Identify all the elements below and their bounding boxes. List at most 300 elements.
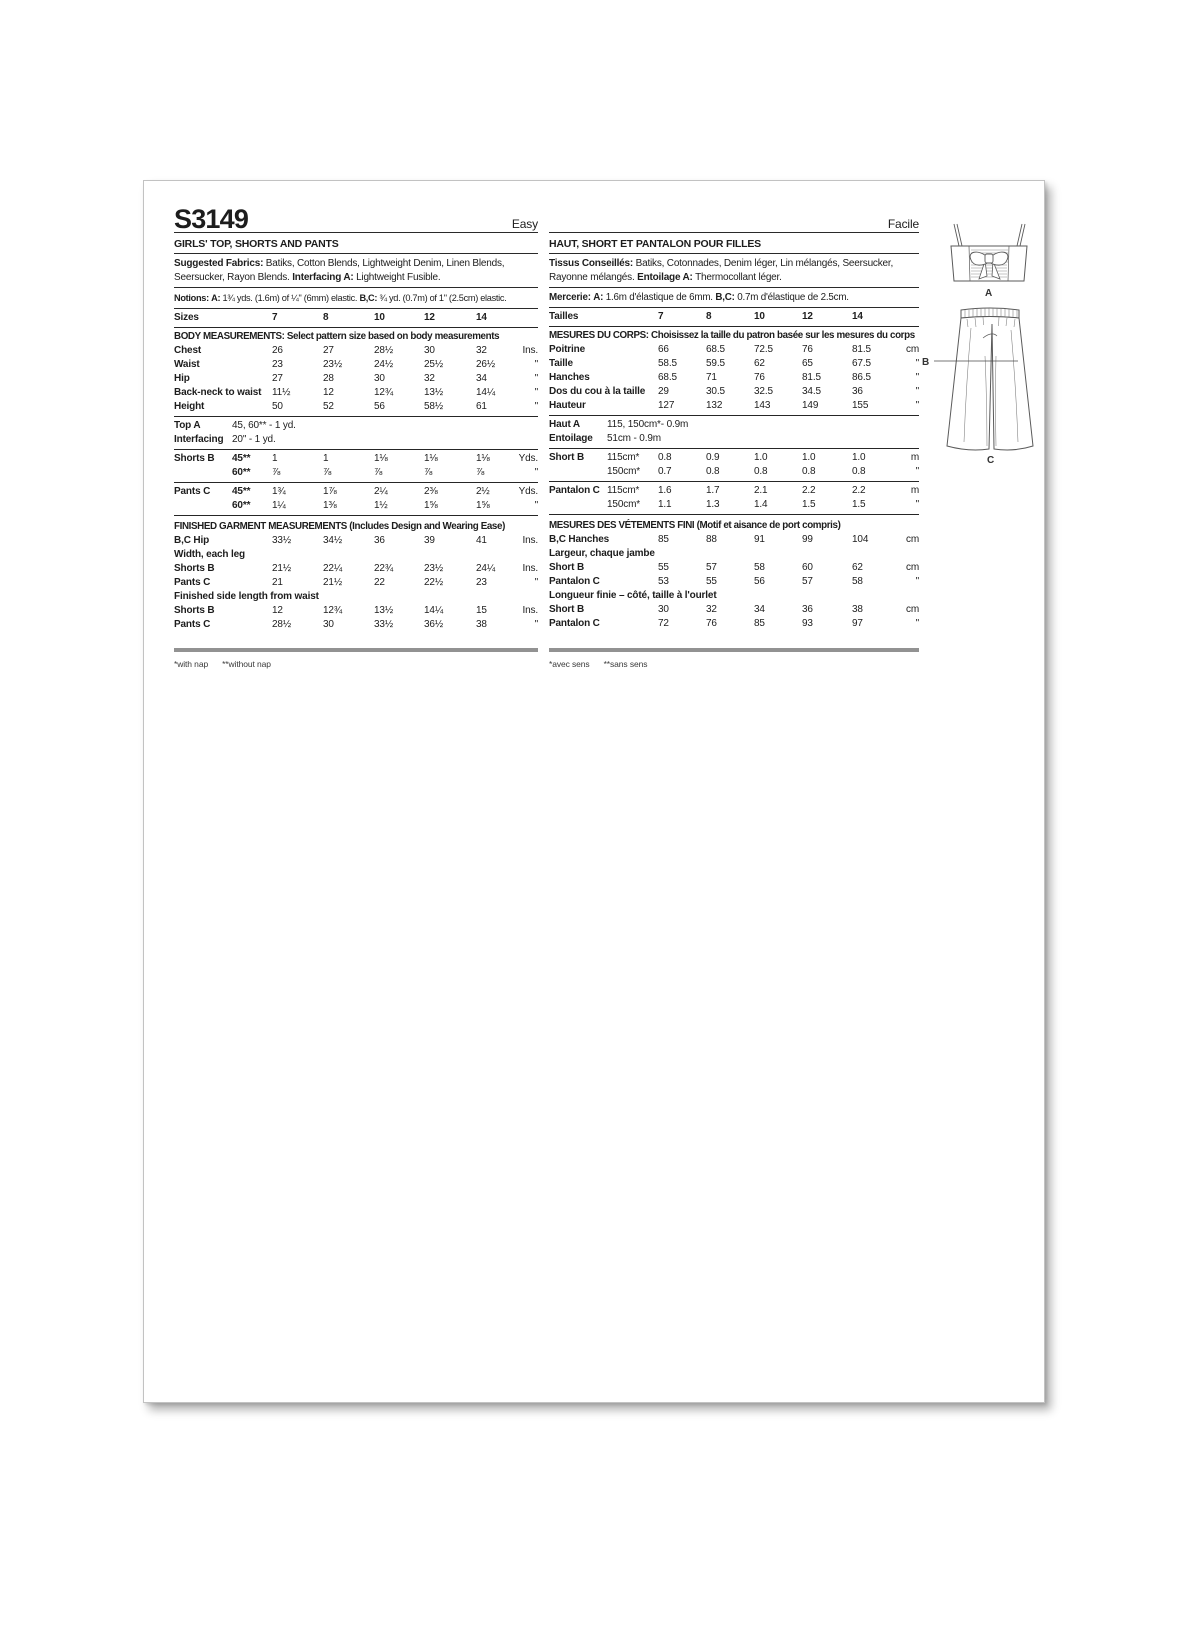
cell-value: 12: [272, 605, 283, 616]
cell-value: 55: [706, 576, 717, 587]
cell-value: 58: [754, 562, 765, 573]
notions-a-text: 1¾ yds. (1.6m) of ¼" (6mm) elastic.: [220, 293, 360, 303]
english-column: [174, 205, 538, 675]
cell-value: 86.5: [852, 372, 871, 383]
table-row: [174, 452, 538, 466]
table-row: [174, 311, 538, 325]
row-label: Poitrine: [549, 344, 586, 355]
cell-value: 0.8: [754, 466, 768, 477]
cell-value: 0.8: [852, 466, 866, 477]
sizes-header-row-fr: [549, 308, 919, 327]
top-bodice: [951, 246, 1027, 281]
cell-value: 72: [658, 618, 669, 629]
cell-value: 58½: [424, 401, 444, 412]
column-end-bar-fr: [549, 648, 919, 652]
cell-value: 8: [706, 311, 712, 322]
section-header-text: FINISHED GARMENT MEASUREMENTS (Includes Design and Wearing Ease): [174, 521, 505, 532]
cell-value: 1⅝: [476, 500, 490, 511]
pattern-number: S3149: [174, 204, 249, 234]
cell-value: 28½: [374, 345, 394, 356]
row-label: Hanches: [549, 372, 590, 383]
unit-label: ": [534, 373, 538, 384]
view-b-label: B: [922, 357, 930, 368]
garment-title-fr: HAUT, SHORT ET PANTALON POUR FILLES: [549, 233, 919, 254]
cell-value: 13½: [374, 605, 394, 616]
notions-label: Notions:: [174, 293, 209, 303]
cell-value: 2½: [476, 486, 490, 497]
cell-value: 0.9: [706, 452, 720, 463]
cell-value: 2⅜: [424, 486, 438, 497]
table-row: [549, 575, 919, 589]
table-row: [174, 485, 538, 499]
mercerie-fr: [549, 288, 919, 308]
table-row: [174, 618, 538, 632]
section-header-row: [549, 519, 919, 533]
unit-label: cm: [905, 534, 919, 545]
row-label: [174, 466, 232, 480]
top-yardage-table-fr: [549, 416, 919, 449]
cell-value: ⅞: [374, 467, 383, 478]
sub-header-text: Longueur finie – côté, taille à l'ourlet: [549, 590, 717, 601]
top-straps: [954, 224, 1025, 246]
cell-value: 1⅝: [424, 500, 438, 511]
cell-value: 62: [754, 358, 765, 369]
top-a-illustration: [951, 224, 1027, 299]
table-row: [174, 604, 538, 618]
row-label: Height: [174, 401, 205, 412]
cell-value: 0.7: [658, 466, 672, 477]
suggested-fabrics-en: [174, 254, 538, 288]
row-label: Chest: [174, 345, 202, 356]
unit-label: m: [910, 485, 919, 496]
cell-value: 1¾: [272, 486, 286, 497]
mercerie-label: Mercerie:: [549, 292, 591, 303]
table-row: [174, 372, 538, 386]
cell-value: 32: [424, 373, 435, 384]
cell-value: 27: [272, 373, 283, 384]
unit-label: ": [534, 500, 538, 511]
notions-bc-label: B,C:: [359, 293, 378, 303]
section-header-row: [549, 329, 919, 343]
fabric-width-label: 115cm*: [607, 485, 640, 496]
row-label: Sizes: [174, 312, 199, 323]
cell-value: 34.5: [802, 386, 821, 397]
fabric-width-label: 150cm*: [607, 466, 641, 477]
cell-value: 1⅛: [476, 453, 490, 464]
cell-value: 22¼: [323, 563, 343, 574]
row-label: Hip: [174, 373, 190, 384]
cell-value: 149: [802, 400, 819, 411]
section-header-text: BODY MEASUREMENTS: Select pattern size based on body measurements: [174, 331, 500, 342]
row-label: Pantalon C: [549, 618, 600, 629]
table-row: [174, 562, 538, 576]
mercerie-text: [549, 292, 849, 303]
unit-label: Yds.: [518, 486, 538, 497]
cell-value: 1.7: [706, 485, 720, 496]
cell-value: 25½: [424, 359, 444, 370]
row-label: Entoilage: [549, 433, 593, 444]
table-row: [549, 357, 919, 371]
row-label: Taille: [549, 358, 573, 369]
cell-value: 81.5: [852, 344, 871, 355]
cell-value: 28½: [272, 619, 292, 630]
section-header-row: [174, 330, 538, 344]
table-row: [174, 358, 538, 372]
table-row: [549, 432, 919, 446]
masthead-en: [174, 205, 538, 233]
row-label: Shorts B: [174, 453, 215, 464]
table-row: [549, 484, 919, 498]
cell-value: 12: [323, 387, 334, 398]
notions-en: [174, 288, 538, 309]
cell-value: 53: [658, 576, 669, 587]
unit-label: ": [534, 401, 538, 412]
cell-value: 76: [754, 372, 765, 383]
cell-value: 33½: [272, 535, 292, 546]
cell-value: 29: [658, 386, 669, 397]
table-row: [549, 561, 919, 575]
cell-value: 36: [374, 535, 385, 546]
sub-header-row: [174, 548, 538, 562]
cell-value: 30: [323, 619, 334, 630]
cell-value: 36: [802, 604, 813, 615]
row-label: Waist: [174, 359, 200, 370]
suggested-fabrics-fr: [549, 254, 919, 288]
unit-label: ": [534, 359, 538, 370]
table-row: [549, 385, 919, 399]
french-column: [549, 205, 919, 675]
cell-value: 1⅛: [374, 453, 388, 464]
cell-value: 7: [272, 312, 278, 323]
unit-label: ": [915, 372, 919, 383]
fabric-width-label: 60**: [232, 500, 251, 511]
cell-value: 34½: [323, 535, 343, 546]
unit-label: Ins.: [522, 605, 538, 616]
cell-value: 14: [852, 311, 863, 322]
cell-value: 14: [476, 312, 487, 323]
pants-body: [947, 317, 1033, 451]
unit-label: m: [910, 452, 919, 463]
cell-value: 88: [706, 534, 717, 545]
cell-value: 34: [476, 373, 487, 384]
unit-label: ": [915, 466, 919, 477]
table-row: [174, 386, 538, 400]
cell-value: 10: [374, 312, 385, 323]
cell-value: 12¾: [323, 605, 343, 616]
cell-value: ⅞: [476, 467, 485, 478]
unit-label: [512, 311, 538, 325]
cell-value: 30.5: [706, 386, 725, 397]
cell-value: 33½: [374, 619, 394, 630]
row-label: Hauteur: [549, 400, 586, 411]
cell-value: 24½: [374, 359, 394, 370]
table-row: [174, 400, 538, 414]
interfacing-label: Interfacing A:: [292, 272, 354, 283]
fabrics-text: Batiks, Cotton Blends, Lightweight Denim, Linen Blends, Seersucker, Rayon Blends.: [174, 258, 505, 283]
table-row: [549, 310, 919, 324]
unit-label: ": [915, 499, 919, 510]
cell-value: 36: [852, 386, 863, 397]
cell-value: 12: [802, 311, 813, 322]
cell-value: 14¼: [424, 605, 444, 616]
row-label: B,C Hip: [174, 535, 210, 546]
table-row: [549, 418, 919, 432]
cell-value: 1.1: [658, 499, 672, 510]
difficulty-label-fr: Facile: [887, 217, 919, 231]
entoilage-text: Thermocollant léger.: [692, 272, 782, 283]
cell-value: 36½: [424, 619, 444, 630]
shorts-yardage-table-en: [174, 450, 538, 483]
cell-value: 22½: [424, 577, 444, 588]
tissus-text: Batiks, Cotonnades, Denim léger, Lin mélangés, Seersucker, Rayonne mélangés.: [549, 258, 894, 283]
table-row: [174, 576, 538, 590]
pants-illustration: [922, 308, 1033, 466]
cell-value: 56: [754, 576, 765, 587]
row-label: Short B: [549, 562, 585, 573]
cell-value: 11½: [272, 387, 291, 398]
cell-value: 34: [754, 604, 765, 615]
cell-value: 13½: [424, 387, 444, 398]
finished-measurements-table-fr: [549, 515, 919, 633]
cell-value: 1.5: [852, 499, 866, 510]
pattern-envelope-back-sheet: [143, 180, 1045, 1403]
cell-value: 1.0: [852, 452, 866, 463]
unit-label: Ins.: [522, 535, 538, 546]
row-label: Pantalon C: [549, 485, 600, 496]
row-free-value: 45, 60** - 1 yd.: [232, 420, 296, 431]
cell-value: 85: [658, 534, 669, 545]
row-label: [549, 498, 607, 512]
unit-label: [892, 310, 919, 324]
mercerie-bc-text: 0.7m d'élastique de 2.5cm.: [734, 292, 849, 303]
top-yardage-table-en: [174, 417, 538, 450]
cell-value: 71: [706, 372, 717, 383]
row-label: Short B: [549, 604, 585, 615]
cell-value: 26: [272, 345, 283, 356]
mercerie-a-text: 1.6m d'élastique de 6mm.: [603, 292, 716, 303]
cell-value: 14¼: [476, 387, 496, 398]
cell-value: 30: [424, 345, 435, 356]
cell-value: 1.0: [754, 452, 768, 463]
row-label: Pants C: [174, 577, 211, 588]
unit-label: ": [915, 400, 919, 411]
cell-value: 39: [424, 535, 435, 546]
row-free-value: 51cm - 0.9m: [607, 433, 661, 444]
cell-value: 15: [476, 605, 487, 616]
cell-value: 55: [658, 562, 669, 573]
sub-header-text: Largeur, chaque jambe: [549, 548, 655, 559]
cell-value: ⅞: [424, 467, 433, 478]
cell-value: 1.3: [706, 499, 720, 510]
row-label: Short B: [549, 452, 585, 463]
bow-knot: [985, 254, 993, 263]
cell-value: 91: [754, 534, 765, 545]
notions-a-label: A:: [211, 293, 221, 303]
cell-value: 28: [323, 373, 334, 384]
finished-measurements-table-en: [174, 516, 538, 634]
cell-value: 60: [802, 562, 813, 573]
unit-label: Ins.: [522, 345, 538, 356]
cell-value: 143: [754, 400, 771, 411]
cell-value: 52: [323, 401, 334, 412]
cell-value: 58: [852, 576, 863, 587]
cell-value: 8: [323, 312, 329, 323]
cell-value: 67.5: [852, 358, 871, 369]
cell-value: 0.8: [802, 466, 816, 477]
body-measurements-table-en: [174, 328, 538, 417]
row-free-value: 20" - 1 yd.: [232, 434, 276, 445]
mercerie-a-label: A:: [593, 292, 604, 303]
table-row: [174, 534, 538, 548]
table-row: [174, 466, 538, 480]
row-label: [549, 465, 607, 479]
cell-value: 2.2: [802, 485, 816, 496]
cell-value: 127: [658, 400, 675, 411]
fabric-width-label: 45**: [232, 453, 251, 464]
cell-value: 76: [706, 618, 717, 629]
cell-value: 21½: [272, 563, 292, 574]
cell-value: 132: [706, 400, 723, 411]
garment-illustrations: [921, 216, 1046, 471]
fabric-width-label: 60**: [232, 467, 251, 478]
cell-value: 12¾: [374, 387, 394, 398]
table-row: [549, 371, 919, 385]
cell-value: 2.1: [754, 485, 768, 496]
unit-label: ": [534, 467, 538, 478]
row-label: Tailles: [549, 311, 579, 322]
table-row: [174, 419, 538, 433]
cell-value: 24¼: [476, 563, 496, 574]
fabric-width-label: 150cm*: [607, 499, 641, 510]
cell-value: 41: [476, 535, 487, 546]
unit-label: cm: [905, 604, 919, 615]
fabric-width-label: 45**: [232, 486, 251, 497]
table-row: [549, 603, 919, 617]
cell-value: 23: [272, 359, 283, 370]
cell-value: 38: [852, 604, 863, 615]
pants-yardage-table-fr: [549, 482, 919, 515]
unit-label: ": [915, 358, 919, 369]
row-label: Haut A: [549, 419, 580, 430]
cell-value: 59.5: [706, 358, 725, 369]
cell-value: 81.5: [802, 372, 821, 383]
cell-value: 2.2: [852, 485, 866, 496]
cell-value: 1¼: [272, 500, 286, 511]
sub-header-row: [549, 589, 919, 603]
cell-value: 30: [658, 604, 669, 615]
row-free-value: 115, 150cm*- 0.9m: [607, 419, 689, 430]
row-label: Dos du cou à la taille: [549, 386, 646, 397]
tissus-label: Tissus Conseillés:: [549, 258, 634, 269]
row-label: Back-neck to waist: [174, 387, 262, 398]
cell-value: 2¼: [374, 486, 388, 497]
nap-footnote-en: [174, 657, 285, 671]
cell-value: 23½: [424, 563, 444, 574]
cell-value: 56: [374, 401, 385, 412]
table-row: [549, 617, 919, 631]
cell-value: 58.5: [658, 358, 677, 369]
row-label: B,C Hanches: [549, 534, 610, 545]
cell-value: 104: [852, 534, 869, 545]
unit-label: ": [915, 386, 919, 397]
table-row: [549, 343, 919, 357]
cell-value: 22¾: [374, 563, 394, 574]
cell-value: 66: [658, 344, 669, 355]
notions-text: [174, 293, 506, 303]
difficulty-label-en: Easy: [511, 217, 538, 231]
unit-label: ": [534, 619, 538, 630]
row-label: Shorts B: [174, 605, 215, 616]
sub-header-row: [174, 590, 538, 604]
section-header-row: [174, 520, 538, 534]
notions-bc-text: ¾ yd. (0.7m) of 1" (2.5cm) elastic.: [377, 293, 507, 303]
row-label: Shorts B: [174, 563, 215, 574]
cell-value: 32: [706, 604, 717, 615]
sizes-header-row-en: [174, 309, 538, 328]
view-a-label: A: [985, 288, 993, 299]
cell-value: 21: [272, 577, 283, 588]
garment-title-en: GIRLS' TOP, SHORTS AND PANTS: [174, 233, 538, 254]
unit-label: cm: [905, 344, 919, 355]
row-label: Top A: [174, 420, 201, 431]
table-row: [549, 399, 919, 413]
with-nap-note: *with nap: [174, 659, 209, 669]
cell-value: 155: [852, 400, 869, 411]
without-nap-note: **without nap: [222, 659, 271, 669]
unit-label: ": [915, 576, 919, 587]
row-label: Pantalon C: [549, 576, 600, 587]
row-label: Interfacing: [174, 434, 224, 445]
cell-value: 23: [476, 577, 487, 588]
table-row: [174, 499, 538, 513]
shorts-yardage-table-fr: [549, 449, 919, 482]
cell-value: 50: [272, 401, 283, 412]
cell-value: 65: [802, 358, 813, 369]
unit-label: Ins.: [522, 563, 538, 574]
cell-value: 1½: [374, 500, 388, 511]
cell-value: 62: [852, 562, 863, 573]
unit-label: ": [534, 577, 538, 588]
sub-header-text: Finished side length from waist: [174, 591, 319, 602]
cell-value: 22: [374, 577, 385, 588]
cell-value: 1.4: [754, 499, 768, 510]
fabrics-label: Suggested Fabrics:: [174, 258, 264, 269]
column-end-bar-en: [174, 648, 538, 652]
table-row: [549, 533, 919, 547]
cell-value: 85: [754, 618, 765, 629]
cell-value: 57: [706, 562, 717, 573]
cell-value: 61: [476, 401, 487, 412]
cell-value: 23½: [323, 359, 343, 370]
pants-yardage-table-en: [174, 483, 538, 516]
sub-header-row: [549, 547, 919, 561]
cell-value: 32.5: [754, 386, 773, 397]
cell-value: 7: [658, 311, 664, 322]
row-label: Pants C: [174, 486, 211, 497]
cell-value: 1: [272, 453, 278, 464]
body-measurements-table-fr: [549, 327, 919, 416]
cell-value: 97: [852, 618, 863, 629]
cell-value: ⅞: [323, 467, 332, 478]
mercerie-bc-label: B,C:: [715, 292, 735, 303]
cell-value: 26½: [476, 359, 496, 370]
cell-value: 57: [802, 576, 813, 587]
cell-value: 21½: [323, 577, 343, 588]
view-c-label: C: [987, 455, 995, 466]
cell-value: 32: [476, 345, 487, 356]
masthead-fr: [549, 205, 919, 233]
cell-value: 1: [323, 453, 329, 464]
